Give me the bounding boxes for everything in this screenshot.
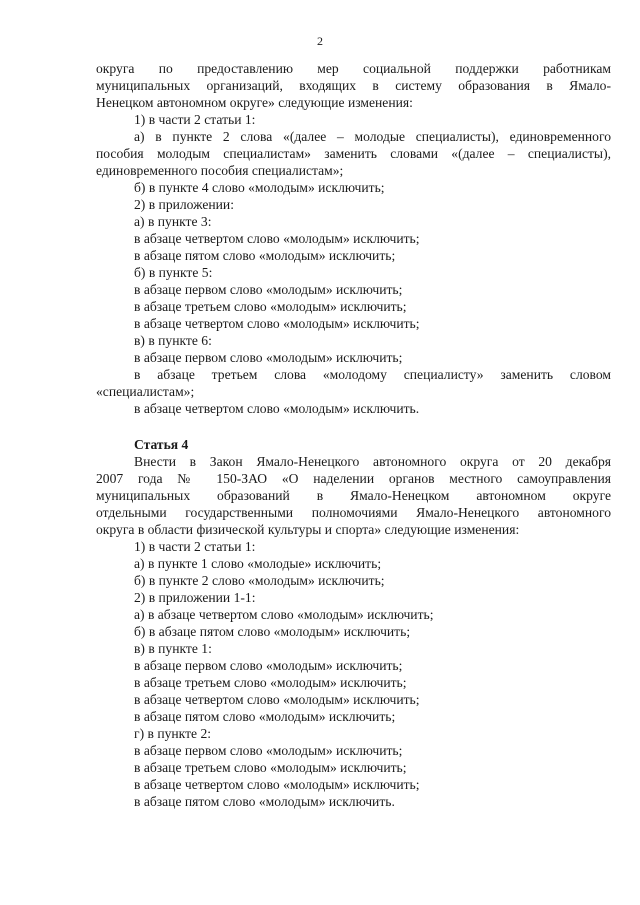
text-line: муниципальных организаций, входящих в систему образования в Ямало- — [96, 78, 611, 93]
page-number: 2 — [317, 34, 323, 48]
article-heading: Статья 4 — [134, 437, 189, 452]
text-line: в абзаце третьем слово «молодым» исключить; — [134, 760, 407, 775]
text-line: «специалистам»; — [96, 384, 195, 399]
text-line: в абзаце пятом слово «молодым» исключить. — [134, 794, 395, 809]
text-line: 2007 года № 150-ЗАО «О наделении органов местного самоуправления — [96, 471, 611, 486]
text-line: а) в пункте 3: — [134, 214, 212, 229]
text-line: 2) в приложении: — [134, 197, 234, 212]
text-line: в абзаце первом слово «молодым» исключить; — [134, 658, 403, 673]
text-line: единовременного пособия специалистам»; — [96, 163, 344, 178]
text-line: б) в пункте 5: — [134, 265, 213, 280]
text-line: в абзаце третьем слово «молодым» исключить; — [134, 675, 407, 690]
text-line: в абзаце четвертом слово «молодым» исключить; — [134, 316, 420, 331]
text-line: в абзаце четвертом слово «молодым» исключить; — [134, 777, 420, 792]
text-line: округа по предоставлению мер социальной поддержки работникам — [96, 61, 611, 76]
text-line: Ненецком автономном округе» следующие изменения: — [96, 95, 413, 110]
text-line: в абзаце четвертом слово «молодым» исключить. — [134, 401, 420, 416]
text-line: в) в пункте 6: — [134, 333, 212, 348]
text-line: а) в абзаце четвертом слово «молодым» исключить; — [134, 607, 434, 622]
text-line: б) в абзаце пятом слово «молодым» исключить; — [134, 624, 411, 639]
text-line: в абзаце первом слово «молодым» исключить; — [134, 282, 403, 297]
text-line: 1) в части 2 статьи 1: — [134, 539, 256, 554]
text-line: в абзаце четвертом слово «молодым» исключить; — [134, 692, 420, 707]
text-line: в абзаце третьем слова «молодому специалисту» заменить словом — [134, 367, 611, 382]
text-line: 1) в части 2 статьи 1: — [134, 112, 256, 127]
text-line: б) в пункте 4 слово «молодым» исключить; — [134, 180, 385, 195]
text-line: пособия молодым специалистам» заменить словами «(далее – специалисты), — [96, 146, 611, 161]
text-line: отдельными государственными полномочиями Ямало-Ненецкого автономного — [96, 505, 611, 520]
text-line: муниципальных образований в Ямало-Ненецком автономном округе — [96, 488, 611, 503]
text-line: в абзаце четвертом слово «молодым» исключить; — [134, 231, 420, 246]
text-line: в абзаце пятом слово «молодым» исключить; — [134, 248, 396, 263]
text-line: Внести в Закон Ямало-Ненецкого автономного округа от 20 декабря — [134, 454, 611, 469]
text-line: в) в пункте 1: — [134, 641, 212, 656]
text-line: а) в пункте 2 слова «(далее – молодые специалисты), единовременного — [134, 129, 611, 144]
text-line: г) в пункте 2: — [134, 726, 212, 741]
text-line: в абзаце пятом слово «молодым» исключить; — [134, 709, 396, 724]
text-line: в абзаце первом слово «молодым» исключить; — [134, 350, 403, 365]
text-line: а) в пункте 1 слово «молодые» исключить; — [134, 556, 382, 571]
text-line: б) в пункте 2 слово «молодым» исключить; — [134, 573, 385, 588]
text-line: округа в области физической культуры и спорта» следующие изменения: — [96, 522, 520, 537]
text-line: 2) в приложении 1-1: — [134, 590, 256, 605]
text-line: в абзаце третьем слово «молодым» исключить; — [134, 299, 407, 314]
text-line: в абзаце первом слово «молодым» исключить; — [134, 743, 403, 758]
